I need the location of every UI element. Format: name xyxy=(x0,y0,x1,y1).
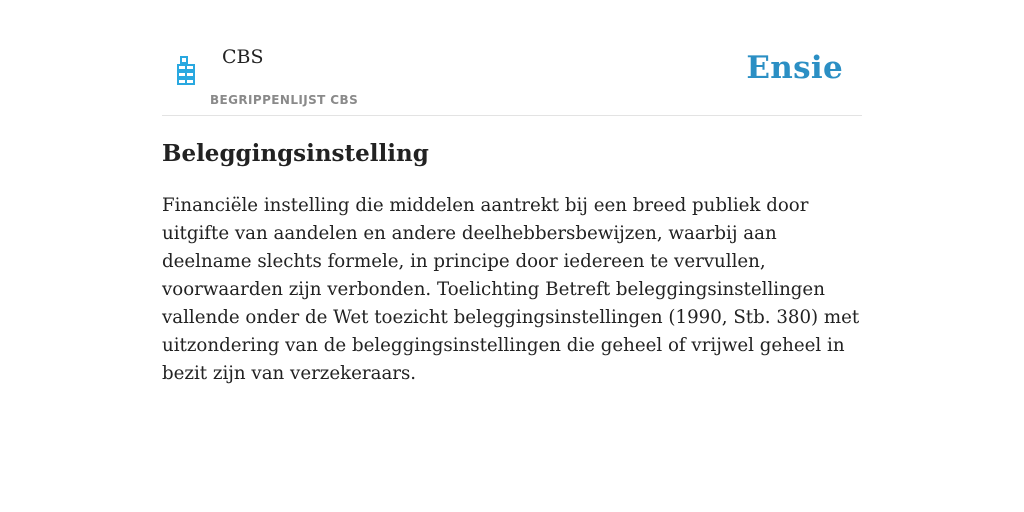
term-title: Beleggingsinstelling xyxy=(162,140,429,167)
term-definition: Financiële instelling die middelen aantrekt bij een breed publiek door uitgifte van aandelen en andere deelhebbersbewijzen, waarbij aan deelname slechts formele, in principe door iedereen te vervullen, voorwaarden zijn verbonden. Toelichting Betreft beleggingsinstellingen vallende onder de Wet toezicht beleggingsinstellingen (1990, Stb. 380) met uitzondering van de beleggingsinstellingen die geheel of vrijwel geheel in bezit zijn van verzekeraars. xyxy=(162,195,860,384)
source-name-link[interactable]: CBS xyxy=(222,46,264,68)
ensie-brand-logo[interactable]: Ensie xyxy=(746,50,843,86)
definition-card xyxy=(162,0,862,512)
source-subtitle: BEGRIPPENLIJST CBS xyxy=(210,93,359,107)
cbs-logo-icon[interactable] xyxy=(174,56,198,86)
card-header xyxy=(162,0,862,116)
